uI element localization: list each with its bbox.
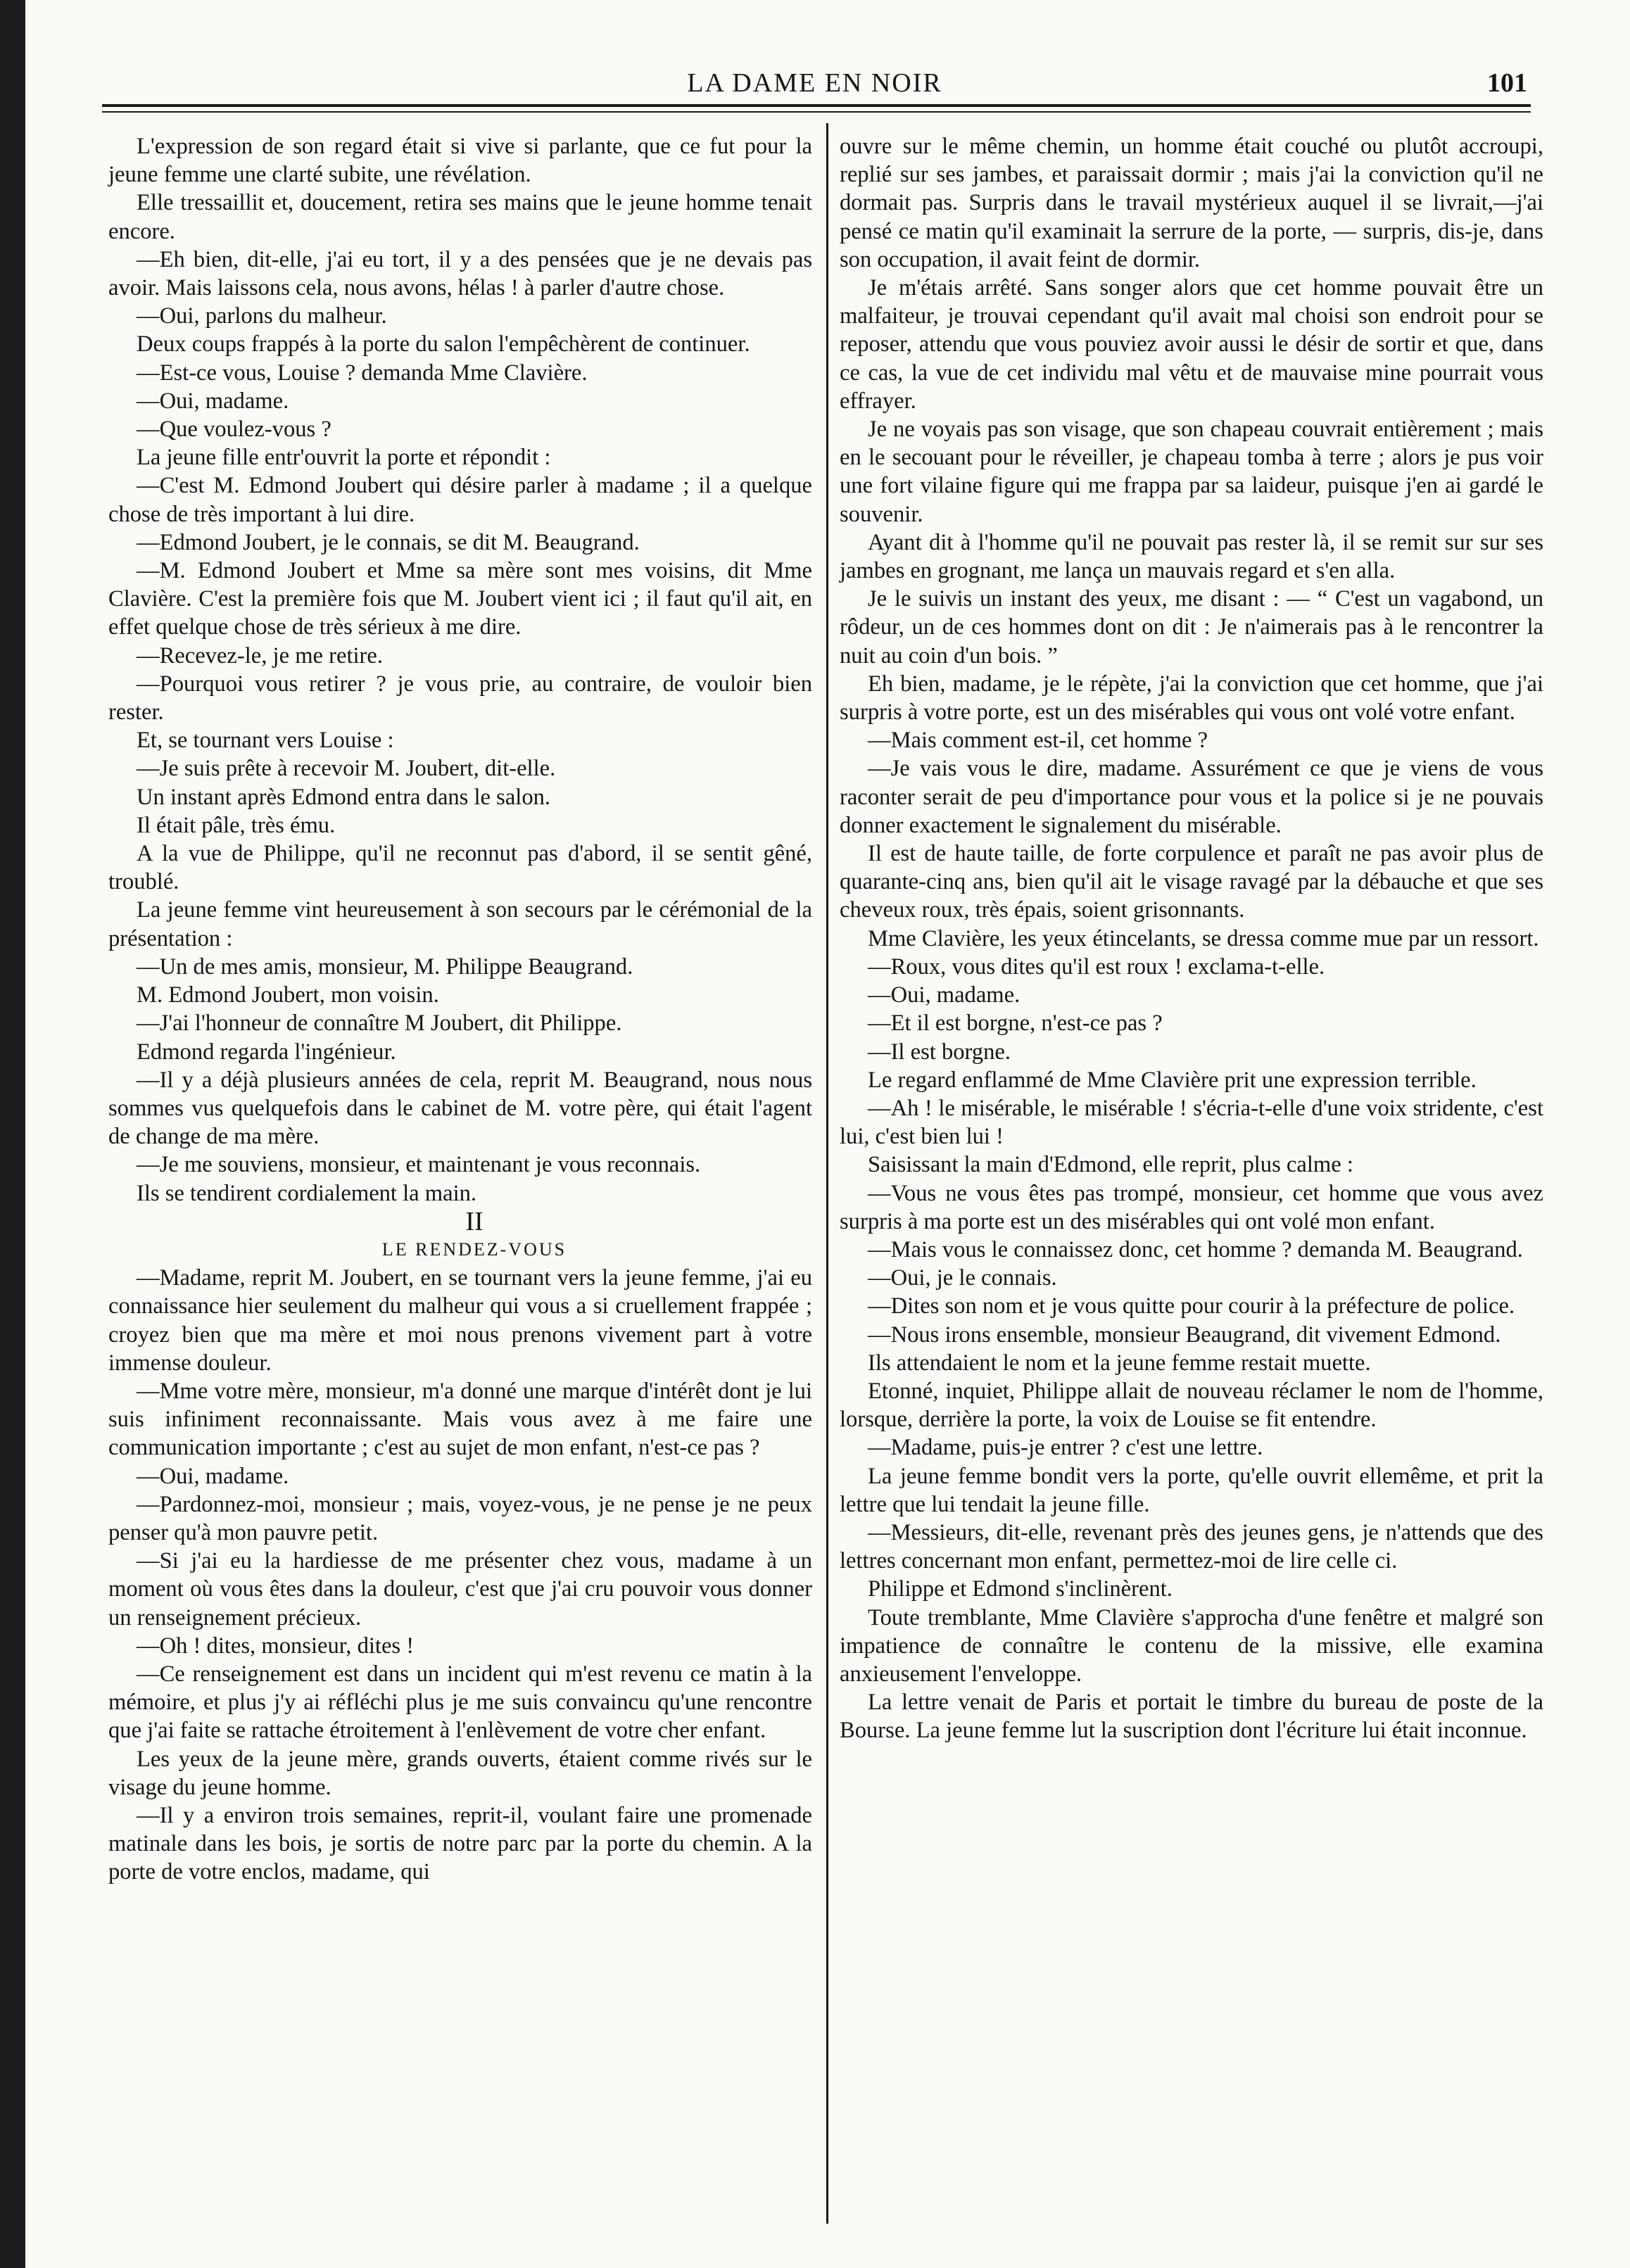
paragraph: Philippe et Edmond s'inclinèrent. [868,1576,1173,1602]
paragraph: Et, se tournant vers Louise : [137,728,394,754]
paragraph: La jeune femme bondit vers la porte, qu'elle ouvrit ellemême, et prit la lettre que lui tendait la jeune fille. [840,1463,1543,1517]
paragraph: Il était pâle, très ému. [137,812,336,838]
paragraph: —Et il est borgne, n'est-ce pas ? [868,1011,1163,1037]
paragraph: —Mais comment est-il, cet homme ? [868,728,1208,754]
scan-edge-bar [0,0,25,2268]
paragraph: —J'ai l'honneur de connaître M Joubert, dit Philippe. [137,1011,622,1037]
paragraph: —Je suis prête à recevoir M. Joubert, dit-elle. [137,756,556,782]
paragraph: Saisissant la main d'Edmond, elle reprit, plus calme : [868,1152,1353,1178]
paragraph: —Edmond Joubert, je le connais, se dit M. Beaugrand. [137,529,640,555]
paragraph: —Oui, je le connais. [868,1265,1057,1291]
page-header [95,55,1534,111]
paragraph: —Je me souviens, monsieur, et maintenant je vous reconnais. [137,1152,701,1178]
paragraph: Ils se tendirent cordialement la main. [137,1180,477,1206]
paragraph: Deux coups frappés à la porte du salon l'empêchèrent de continuer. [137,331,750,357]
column-divider [826,123,828,2224]
paragraph: Je ne voyais pas son visage, que son chapeau couvrait entièrement ; mais en le secouant pour le réveiller, je chapeau tomba à terre ; alors je pus voir une fort vilaine figure qui me frappa par sa laideur, puisque j'en ai gardé le souvenir. [840,417,1543,527]
paragraph: M. Edmond Joubert, mon voisin. [137,982,439,1008]
paragraph: —Vous ne vous êtes pas trompé, monsieur, cet homme que vous avez surpris à ma porte est un des misérables qui ont volé mon enfant. [840,1180,1543,1234]
chapter-title: LE RENDEZ-VOUS [381,1238,567,1260]
paragraph: —Recevez-le, je me retire. [137,642,384,669]
paragraph: —Est-ce vous, Louise ? demanda Mme Clavière. [137,360,588,386]
paragraph: Il est de haute taille, de forte corpulence et paraît ne pas avoir plus de quarante-cinq ans, bien qu'il ait le visage ravagé par la débauche et que ses cheveux roux, très épais, soient grisonnants. [840,841,1543,923]
paragraph: A la vue de Philippe, qu'il ne reconnut pas d'abord, il se sentit gêné, troublé. [108,841,812,895]
paragraph: Elle tressaillit et, doucement, retira ses mains que le jeune homme tenait encore. [108,190,812,244]
header-rule-thick [102,104,1531,107]
paragraph: Je le suivis un instant des yeux, me disant : — “ C'est un vagabond, un rôdeur, un de ces hommes dont on dit : Je n'aimerais pas à le rencontrer la nuit au coin d'un bois. ” [840,586,1543,669]
paragraph: Je m'étais arrêté. Sans songer alors que cet homme pouvait être un malfaiteur, je trouvai cependant qu'il avait mal choisi son endroit pour se reposer, attendu que vous pouviez avoir aussi le désir de sortir et que, dans ce cas, la vue de cet individu mal vêtu et de mauvaise mine pourrait vous effrayer. [840,275,1543,414]
page-number: 101 [1487,68,1527,98]
paragraph: —Si j'ai eu la hardiesse de me présenter chez vous, madame à un moment où vous êtes dans la douleur, c'est que j'ai cru pouvoir vous donner un renseignement précieux. [108,1548,812,1630]
paragraph: —Oui, madame. [137,1463,289,1489]
paragraph: ouvre sur le même chemin, un homme était couché ou plutôt accroupi, replié sur ses jambes, et paraissait dormir ; mais j'ai la conviction qu'il ne dormait pas. Surpris dans le travail mystérieux auquel il se livrait,—j'ai pensé ce matin qu'il examinait la serrure de la porte, — surpris, dis-je, dans son occupation, il avait feint de dormir. [840,134,1543,272]
paragraph: La lettre venait de Paris et portait le timbre du bureau de poste de la Bourse. La jeune femme lut la suscription dont l'écriture lui était inconnue. [840,1690,1543,1744]
paragraph: —Messieurs, dit-elle, revenant près des jeunes gens, je n'attends que des lettres concernant mon enfant, permettez-moi de lire celle ci. [840,1519,1543,1574]
paragraph: —Madame, reprit M. Joubert, en se tournant vers la jeune femme, j'ai eu connaissance hier seulement du malheur qui vous a si cruellement frappée ; croyez bien que ma mère et moi nous prenons vivement part à votre immense douleur. [108,1265,812,1376]
paragraph: —Je vais vous le dire, madame. Assurément ce que je viens de vous raconter serait de peu d'importance pour vous et la police si je ne pouvais donner exactement le signalement du misérable. [840,756,1543,838]
paragraph: Les yeux de la jeune mère, grands ouverts, étaient comme rivés sur le visage du jeune homme. [108,1746,812,1800]
paragraph: —Il y a déjà plusieurs années de cela, reprit M. Beaugrand, nous nous sommes vus quelquefois dans le cabinet de M. votre père, qui était l'agent de change de ma mère. [108,1067,812,1150]
paragraph: Le regard enflammé de Mme Clavière prit une expression terrible. [868,1067,1477,1093]
paragraph: —Un de mes amis, monsieur, M. Philippe Beaugrand. [137,954,633,980]
paragraph: —Madame, puis-je entrer ? c'est une lettre. [868,1435,1263,1461]
paragraph: Edmond regarda l'ingénieur. [137,1039,396,1065]
paragraph: —Nous irons ensemble, monsieur Beaugrand, dit vivement Edmond. [868,1322,1501,1348]
paragraph: —Ce renseignement est dans un incident qui m'est revenu ce matin à la mémoire, et plus j'y ai réfléchi plus je me suis convaincu qu'une rencontre que j'ai faite se rattache étroitement à l'enlèvement de votre cher enfant. [108,1661,812,1744]
paragraph: —M. Edmond Joubert et Mme sa mère sont mes voisins, dit Mme Clavière. C'est la première fois que M. Joubert vient ici ; il faut qu'il ait, en effet quelque chose de très sérieux à me dire. [108,558,812,640]
paragraph: L'expression de son regard était si vive si parlante, que ce fut pour la jeune femme une clarté subite, une révélation. [108,134,812,188]
paragraph: Eh bien, madame, je le répète, j'ai la conviction que cet homme, que j'ai surpris à votre porte, est un des misérables qui vous ont volé votre enfant. [840,671,1543,726]
right-column [840,132,1543,1745]
paragraph: La jeune femme vint heureusement à son secours par le cérémonial de la présentation : [108,897,812,951]
paragraph: —Ah ! le misérable, le misérable ! s'écria-t-elle d'une voix stridente, c'est lui, c'est bien lui ! [840,1095,1543,1150]
left-column [108,132,812,1887]
running-title: LA DAME EN NOIR [687,68,942,98]
paragraph: —Il est borgne. [868,1039,1011,1065]
paragraph: —Pourquoi vous retirer ? je vous prie, au contraire, de vouloir bien rester. [108,671,812,726]
paragraph: —C'est M. Edmond Joubert qui désire parler à madame ; il a quelque chose de très important à lui dire. [108,473,812,527]
paragraph: —Oh ! dites, monsieur, dites ! [137,1633,415,1659]
chapter-number: II [465,1206,484,1236]
paragraph: —Mme votre mère, monsieur, m'a donné une marque d'intérêt dont je lui suis infiniment reconnaissante. Mais vous avez à me faire une communication importante ; c'est au sujet de mon enfant, n'est-ce pas ? [108,1378,812,1461]
paragraph: Ils attendaient le nom et la jeune femme restait muette. [868,1350,1371,1376]
paragraph: —Oui, madame. [137,388,289,414]
paragraph: —Oui, parlons du malheur. [137,303,387,329]
paragraph: Toute tremblante, Mme Clavière s'approcha d'une fenêtre et malgré son impatience de connaître le contenu de la missive, elle examina anxieusement l'enveloppe. [840,1604,1543,1687]
paragraph: —Oui, madame. [868,982,1021,1008]
paragraph: —Roux, vous dites qu'il est roux ! exclama-t-elle. [868,954,1325,980]
paragraph: —Mais vous le connaissez donc, cet homme ? demanda M. Beaugrand. [868,1236,1523,1262]
paragraph: —Que voulez-vous ? [137,417,331,443]
paragraph: Un instant après Edmond entra dans le salon. [137,784,551,810]
paragraph: —Dites son nom et je vous quitte pour courir à la préfecture de police. [868,1293,1515,1319]
paragraph: Ayant dit à l'homme qu'il ne pouvait pas rester là, il se remit sur sur ses jambes en grognant, me lança un mauvais regard et s'en alla. [840,529,1543,584]
paragraph: —Eh bien, dit-elle, j'ai eu tort, il y a des pensées que je ne devais pas avoir. Mais laissons cela, nous avons, hélas ! à parler d'autre chose. [108,246,812,301]
paragraph: —Il y a environ trois semaines, reprit-il, voulant faire une promenade matinale dans les bois, je sortis de notre parc par la porte du chemin. A la porte de votre enclos, madame, qui [108,1802,812,1885]
paragraph: Mme Clavière, les yeux étincelants, se dressa comme mue par un ressort. [868,925,1539,951]
paragraph: —Pardonnez-moi, monsieur ; mais, voyez-vous, je ne pense je ne peux penser qu'à mon pauvre petit. [108,1491,812,1545]
paragraph: La jeune fille entr'ouvrit la porte et répondit : [137,445,551,471]
header-rule-thin [102,111,1531,113]
paragraph: Etonné, inquiet, Philippe allait de nouveau réclamer le nom de l'homme, lorsque, derrière la porte, la voix de Louise se fit entendre. [840,1378,1543,1433]
